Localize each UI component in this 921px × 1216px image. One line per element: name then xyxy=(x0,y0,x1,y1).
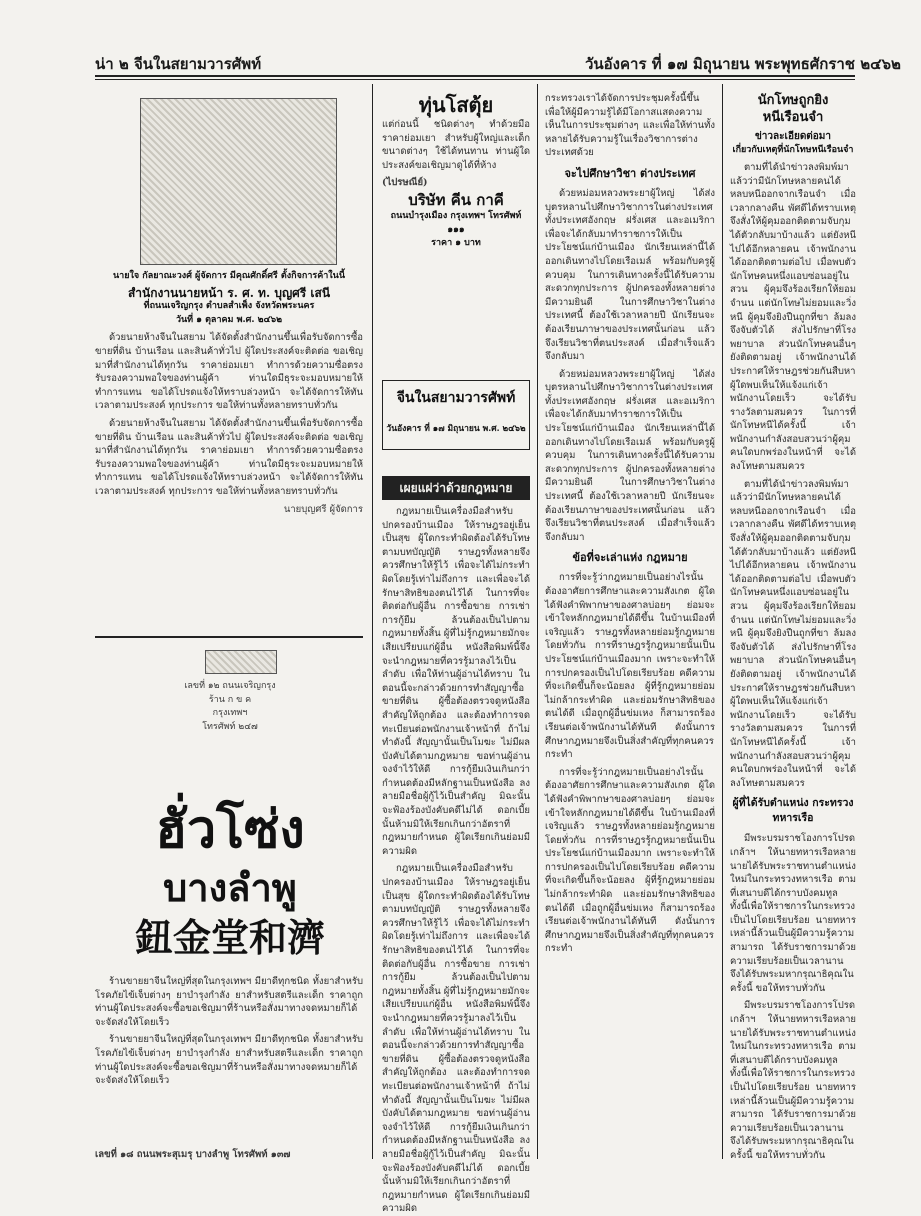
issue-date: วันอังคาร ที่ ๑๗ มิถุนายน พ.ศ. ๒๔๖๒ xyxy=(386,424,526,434)
ad-footer: เลขที่ ๑๘ ถนนพระสุเมรุ บางลำพู โทรศัพท์ ๑๓๗ xyxy=(95,1149,291,1160)
notice-signature: นายบุญศรี ผู้จัดการ xyxy=(283,503,363,515)
org-address: ที่ถนนเจริญกรุง ตำบลสำเพ็ง จังหวัดพระนคร xyxy=(143,301,315,312)
column-divider xyxy=(722,84,723,1159)
masthead-left: น่า ๒ จีนในสยามวารศัพท์ xyxy=(95,55,262,73)
notice-date: วันที่ ๑ ตุลาคม พ.ศ. ๒๔๖๒ xyxy=(175,314,283,325)
address-list: เลขที่ ๑๒ ถนนเจริญกรุง ร้าน ก ข ค กรุงเทพฯ โทรศัพท์ ๒๔๗ xyxy=(184,681,276,732)
column-divider xyxy=(372,84,373,1159)
engraving-illustration xyxy=(140,98,337,265)
paper-title-banner: จีนในสยามวารศัพท์ xyxy=(396,390,516,406)
company-address: ถนนบำรุงเมือง กรุงเทพฯ โทรศัพท์ ๑๑๑ xyxy=(390,210,522,235)
org-name: สำนักงานนายหน้า ร. ศ. ท. บุญศรี เสนี xyxy=(127,285,331,300)
article-subtitle-line2: เกี่ยวกับเหตุที่นักโทษหนีเรือนจำ xyxy=(732,145,854,155)
section-banner: เผยแผ่ว่าด้วยกฎหมาย xyxy=(382,476,530,500)
article-body-continued: ตามที่ได้นำข่าวลงพิมพ์มาแล้วว่ามีนักโทษหลายคนได้หลบหนีออกจากเรือนจำ เมื่อเวลากลางคืน พัศดีได้ทราบเหตุจึงสั่งให้ผู้คุมออกติดตามจับกุม ได้ตัวกลับมาบ้างแล้ว แต่ยังหนีไปได้อีกหลายคน เจ้าพนักงานได้ออกติดตามต่อไป เมื่อพบตัวนักโทษคนหนึ่งแอบซ่อนอยู่ในสวน ผู้คุมจึงร้องเรียกให้ยอมจำนน แต่นักโทษไม่ยอมและวิ่งหนี ผู้คุมจึงยิงปืนถูกที่ขา ล้มลง จึงจับตัวได้ ส่งไปรักษาที่โรงพยาบาล ส่วนนักโทษคนอื่นๆ ยังติดตามอยู่ เจ้าพนักงานได้ประกาศให้ราษฎรช่วยกันสืบหา ผู้ใดพบเห็นให้แจ้งแก่เจ้าพนักงานโดยเร็ว จะได้รับรางวัลตามสมควร ในการที่นักโทษหนีได้ครั้งนี้ เจ้าพนักงานกำลังสอบสวนว่าผู้คุมคนใดบกพร่องในหน้าที่ จะได้ลงโทษตามสมควร xyxy=(730,478,856,789)
masthead-rule xyxy=(95,75,855,77)
ad-chinese-name: 鈕金堂和濟 xyxy=(134,915,325,960)
masthead-rule-thin xyxy=(95,79,855,80)
ad-caption: นายใจ กัลยาณะวงศ์ ผู้จัดการ มีคุณศักดิ์ศรี ตั้งกิจการค้าในนี้ xyxy=(113,271,345,281)
article-intro: กระทรวงเราได้จัดการประชุมครั้งนี้ขึ้น เพื่อให้ผู้มีความรู้ได้มีโอกาสแสดงความเห็นในการประชุมต่างๆ และเพื่อให้ท่านทั้งหลายได้รับความรู้ในเรื่องวิชาการต่างประเทศด้วย xyxy=(545,93,715,159)
article-title: นักโทษถูกยิง xyxy=(757,93,829,108)
article-title-line2: หนีเรือนจำ xyxy=(762,110,824,125)
article-body: การที่จะรู้ว่ากฎหมายเป็นอย่างไรนั้น ต้องอาศัยการศึกษาและความสังเกต ผู้ใดได้ฟังคำพิพากษาของศาลบ่อยๆ ย่อมจะเข้าใจหลักกฎหมายได้ดีขึ้น ในบ้านเมืองที่เจริญแล้ว ราษฎรทั้งหลายย่อมรู้กฎหมายโดยทั่วกัน การที่ราษฎรรู้กฎหมายนั้นเป็นประโยชน์แก่บ้านเมืองมาก เพราะจะทำให้การปกครองเป็นไปโดยเรียบร้อย คดีความที่จะเกิดขึ้นก็จะน้อยลง ผู้ที่รู้กฎหมายย่อมไม่กล้ากระทำผิด และย่อมรักษาสิทธิของตนได้ดี เมื่อถูกผู้อื่นข่มเหง ก็สามารถร้องเรียนต่อเจ้าพนักงานได้ทันที ดังนั้นการศึกษากฎหมายจึงเป็นสิ่งสำคัญที่ทุกคนควรกระทำ xyxy=(545,572,715,761)
ad-title: ทุ่นโสตุ้ย xyxy=(418,93,494,117)
column-divider xyxy=(537,84,538,1159)
article-body-continued: กฎหมายเป็นเครื่องมือสำหรับปกครองบ้านเมือง ให้ราษฎรอยู่เย็นเป็นสุข ผู้ใดกระทำผิดต้องได้รับโทษตามบทบัญญัติ ราษฎรทั้งหลายจึงควรศึกษาให้รู้ไว้ เพื่อจะได้ไม่กระทำผิดโดยรู้เท่าไม่ถึงการ และเพื่อจะได้รักษาสิทธิของตนไว้ได้ ในการที่จะติดต่อกับผู้อื่น การซื้อขาย การเช่า การกู้ยืม ล้วนต้องเป็นไปตามกฎหมายทั้งสิ้น ผู้ที่ไม่รู้กฎหมายมักจะเสียเปรียบแก่ผู้อื่น หนังสือพิมพ์นี้จึงจะนำกฎหมายที่ควรรู้มาลงไว้เป็นลำดับ เพื่อให้ท่านผู้อ่านได้ทราบ ในตอนนี้จะกล่าวด้วยการทำสัญญาซื้อขายที่ดิน ผู้ซื้อต้องตรวจดูหนังสือสำคัญให้ถูกต้อง และต้องทำการจดทะเบียนต่อพนักงานเจ้าหน้าที่ ถ้าไม่ทำดังนี้ สัญญานั้นเป็นโมฆะ ไม่มีผลบังคับได้ตามกฎหมาย ขอท่านผู้อ่านจงจำไว้ให้ดี การกู้ยืมเงินเกินกว่ากำหนดต้องมีหลักฐานเป็นหนังสือ ลงลายมือชื่อผู้กู้ไว้เป็นสำคัญ มิฉะนั้นจะฟ้องร้องบังคับคดีไม่ได้ ดอกเบี้ยนั้นห้ามมิให้เรียกเกินกว่าอัตราที่กฎหมายกำหนด ผู้ใดเรียกเกินย่อมมีความผิด xyxy=(382,863,530,1215)
ad-note: (ไปรษณีย์) xyxy=(382,177,428,189)
ad-ornament xyxy=(205,650,277,674)
section-heading: ข้อที่จะเล่าแห่ง กฎหมาย xyxy=(572,551,688,565)
ad-headline: ฮั่วโซ่ง xyxy=(155,799,305,860)
article-body-continued: การที่จะรู้ว่ากฎหมายเป็นอย่างไรนั้น ต้องอาศัยการศึกษาและความสังเกต ผู้ใดได้ฟังคำพิพากษาของศาลบ่อยๆ ย่อมจะเข้าใจหลักกฎหมายได้ดีขึ้น ในบ้านเมืองที่เจริญแล้ว ราษฎรทั้งหลายย่อมรู้กฎหมายโดยทั่วกัน การที่ราษฎรรู้กฎหมายนั้นเป็นประโยชน์แก่บ้านเมืองมาก เพราะจะทำให้การปกครองเป็นไปโดยเรียบร้อย คดีความที่จะเกิดขึ้นก็จะน้อยลง ผู้ที่รู้กฎหมายย่อมไม่กล้ากระทำผิด และย่อมรักษาสิทธิของตนได้ดี เมื่อถูกผู้อื่นข่มเหง ก็สามารถร้องเรียนต่อเจ้าพนักงานได้ทันที ดังนั้นการศึกษากฎหมายจึงเป็นสิ่งสำคัญที่ทุกคนควรกระทำ xyxy=(545,766,715,955)
article-body-continued: ด้วยหม่อมหลวงพระยาผู้ใหญ่ ได้ส่งบุตรหลานไปศึกษาวิชาการในต่างประเทศ ทั้งประเทศอังกฤษ ฝรั่งเศส และอเมริกา เพื่อจะได้กลับมาทำราชการให้เป็นประโยชน์แก่บ้านเมือง นักเรียนเหล่านี้ได้ออกเดินทางไปโดยเรือเมล์ พร้อมกับครูผู้ควบคุม ในการเดินทางครั้งนี้ได้รับความสะดวกทุกประการ ผู้ปกครองทั้งหลายต่างมีความยินดี ในการศึกษาวิชาในต่างประเทศนี้ ต้องใช้เวลาหลายปี นักเรียนจะต้องเรียนภาษาของประเทศนั้นก่อน แล้วจึงเรียนวิชาที่ตนประสงค์ เมื่อสำเร็จแล้วจึงกลับมา xyxy=(545,368,715,543)
masthead-box xyxy=(382,380,530,450)
article-body: กฎหมายเป็นเครื่องมือสำหรับปกครองบ้านเมือง ให้ราษฎรอยู่เย็นเป็นสุข ผู้ใดกระทำผิดต้องได้รับโทษตามบทบัญญัติ ราษฎรทั้งหลายจึงควรศึกษาให้รู้ไว้ เพื่อจะได้ไม่กระทำผิดโดยรู้เท่าไม่ถึงการ และเพื่อจะได้รักษาสิทธิของตนไว้ได้ ในการที่จะติดต่อกับผู้อื่น การซื้อขาย การเช่า การกู้ยืม ล้วนต้องเป็นไปตามกฎหมายทั้งสิ้น ผู้ที่ไม่รู้กฎหมายมักจะเสียเปรียบแก่ผู้อื่น หนังสือพิมพ์นี้จึงจะนำกฎหมายที่ควรรู้มาลงไว้เป็นลำดับ เพื่อให้ท่านผู้อ่านได้ทราบ ในตอนนี้จะกล่าวด้วยการทำสัญญาซื้อขายที่ดิน ผู้ซื้อต้องตรวจดูหนังสือสำคัญให้ถูกต้อง และต้องทำการจดทะเบียนต่อพนักงานเจ้าหน้าที่ ถ้าไม่ทำดังนี้ สัญญานั้นเป็นโมฆะ ไม่มีผลบังคับได้ตามกฎหมาย ขอท่านผู้อ่านจงจำไว้ให้ดี การกู้ยืมเงินเกินกว่ากำหนดต้องมีหลักฐานเป็นหนังสือ ลงลายมือชื่อผู้กู้ไว้เป็นสำคัญ มิฉะนั้นจะฟ้องร้องบังคับคดีไม่ได้ ดอกเบี้ยนั้นห้ามมิให้เรียกเกินกว่าอัตราที่กฎหมายกำหนด ผู้ใดเรียกเกินย่อมมีความผิด xyxy=(382,506,530,857)
article-body-continued: มีพระบรมราชโองการโปรดเกล้าฯ ให้นายทหารเรือหลายนายได้รับพระราชทานตำแหน่งใหม่ในกระทรวงทหารเรือ ตามที่เสนาบดีได้กราบบังคมทูล ทั้งนี้เพื่อให้ราชการในกระทรวงเป็นไปโดยเรียบร้อย นายทหารเหล่านี้ล้วนเป็นผู้มีความรู้ความสามารถ ได้รับราชการมาด้วยความเรียบร้อยเป็นเวลานาน จึงได้รับพระมหากรุณาธิคุณในครั้งนี้ ขอให้ทราบทั่วกัน xyxy=(730,1000,856,1161)
ad-price: ราคา ๑ บาท xyxy=(431,238,481,249)
company-name: บริษัท คีน กาคี xyxy=(408,190,504,209)
article-body: มีพระบรมราชโองการโปรดเกล้าฯ ให้นายทหารเรือหลายนายได้รับพระราชทานตำแหน่งใหม่ในกระทรวงทหารเรือ ตามที่เสนาบดีได้กราบบังคมทูล ทั้งนี้เพื่อให้ราชการในกระทรวงเป็นไปโดยเรียบร้อย นายทหารเหล่านี้ล้วนเป็นผู้มีความรู้ความสามารถ ได้รับราชการมาด้วยความเรียบร้อยเป็นเวลานาน จึงได้รับพระมหากรุณาธิคุณในครั้งนี้ ขอให้ทราบทั่วกัน xyxy=(730,833,856,994)
ad-body: แต่ก่อนนี้ ชนิดต่างๆ ทำด้วยมือ ราคาย่อมเยา สำหรับผู้ใหญ่และเด็ก ขนาดต่างๆ ใช้ได้ทนทาน ท่านผู้ใดประสงค์ขอเชิญมาดูได้ที่ห้าง xyxy=(382,119,530,171)
section-heading: จะไปศึกษาวิชา ต่างประเทศ xyxy=(564,166,696,180)
section-rule xyxy=(95,636,363,638)
ad-body: ร้านขายยาจีนใหญ่ที่สุดในกรุงเทพฯ มียาดีทุกชนิด ทั้งยาสำหรับโรคภัยไข้เจ็บต่างๆ ยาบำรุงกำลัง ยาสำหรับสตรีและเด็ก ราคาถูก ท่านผู้ใดประสงค์จะซื้อขอเชิญมาที่ร้านหรือสั่งมาทางจดหมายก็ได้ จะจัดส่งให้โดยเร็ว xyxy=(95,976,363,1028)
notice-body: ด้วยนายห้างจีนในสยาม ได้จัดตั้งสำนักงานขึ้นเพื่อรับจัดการซื้อขายที่ดิน บ้านเรือน และสินค้าทั่วไป ผู้ใดประสงค์จะติดต่อ ขอเชิญมาที่สำนักงานได้ทุกวัน ราคาย่อมเยา ทำการด้วยความซื่อตรง รับรองความพอใจของท่านผู้ค้า ท่านใดมีธุระจะมอบหมายให้ทำการแทน ขอได้โปรดแจ้งให้ทราบล่วงหน้า จะได้จัดการให้ทันเวลาตามประสงค์ ทุกประการ ขอให้ท่านทั้งหลายทราบทั่วกัน xyxy=(95,332,363,412)
masthead-right: วันอังคาร ที่ ๑๗ มิถุนายน พระพุทธศักราช ๒๔๖๒ xyxy=(585,55,901,73)
section-heading: ผู้ที่ได้รับตำแหน่ง กระทรวงทหารเรือ xyxy=(732,797,854,825)
article-subtitle: ข่าวละเอียดต่อมา xyxy=(754,131,832,142)
ad-body-continued: ร้านขายยาจีนใหญ่ที่สุดในกรุงเทพฯ มียาดีทุกชนิด ทั้งยาสำหรับโรคภัยไข้เจ็บต่างๆ ยาบำรุงกำลัง ยาสำหรับสตรีและเด็ก ราคาถูก ท่านผู้ใดประสงค์จะซื้อขอเชิญมาที่ร้านหรือสั่งมาทางจดหมายก็ได้ จะจัดส่งให้โดยเร็ว xyxy=(95,1034,363,1087)
article-body: ด้วยหม่อมหลวงพระยาผู้ใหญ่ ได้ส่งบุตรหลานไปศึกษาวิชาการในต่างประเทศ ทั้งประเทศอังกฤษ ฝรั่งเศส และอเมริกา เพื่อจะได้กลับมาทำราชการให้เป็นประโยชน์แก่บ้านเมือง นักเรียนเหล่านี้ได้ออกเดินทางไปโดยเรือเมล์ พร้อมกับครูผู้ควบคุม ในการเดินทางครั้งนี้ได้รับความสะดวกทุกประการ ผู้ปกครองทั้งหลายต่างมีความยินดี ในการศึกษาวิชาในต่างประเทศนี้ ต้องใช้เวลาหลายปี นักเรียนจะต้องเรียนภาษาของประเทศนั้นก่อน แล้วจึงเรียนวิชาที่ตนประสงค์ เมื่อสำเร็จแล้วจึงกลับมา xyxy=(545,187,715,363)
ad-subhead: บางลำพู xyxy=(163,865,297,910)
notice-body-continued: ด้วยนายห้างจีนในสยาม ได้จัดตั้งสำนักงานขึ้นเพื่อรับจัดการซื้อขายที่ดิน บ้านเรือน และสินค้าทั่วไป ผู้ใดประสงค์จะติดต่อ ขอเชิญมาที่สำนักงานได้ทุกวัน ราคาย่อมเยา ทำการด้วยความซื่อตรง รับรองความพอใจของท่านผู้ค้า ท่านใดมีธุระจะมอบหมายให้ทำการแทน ขอได้โปรดแจ้งให้ทราบล่วงหน้า จะได้จัดการให้ทันเวลาตามประสงค์ ทุกประการ ขอให้ท่านทั้งหลายทราบทั่วกัน xyxy=(95,417,363,497)
article-body: ตามที่ได้นำข่าวลงพิมพ์มาแล้วว่ามีนักโทษหลายคนได้หลบหนีออกจากเรือนจำ เมื่อเวลากลางคืน พัศดีได้ทราบเหตุจึงสั่งให้ผู้คุมออกติดตามจับกุม ได้ตัวกลับมาบ้างแล้ว แต่ยังหนีไปได้อีกหลายคน เจ้าพนักงานได้ออกติดตามต่อไป เมื่อพบตัวนักโทษคนหนึ่งแอบซ่อนอยู่ในสวน ผู้คุมจึงร้องเรียกให้ยอมจำนน แต่นักโทษไม่ยอมและวิ่งหนี ผู้คุมจึงยิงปืนถูกที่ขา ล้มลง จึงจับตัวได้ ส่งไปรักษาที่โรงพยาบาล ส่วนนักโทษคนอื่นๆ ยังติดตามอยู่ เจ้าพนักงานได้ประกาศให้ราษฎรช่วยกันสืบหา ผู้ใดพบเห็นให้แจ้งแก่เจ้าพนักงานโดยเร็ว จะได้รับรางวัลตามสมควร ในการที่นักโทษหนีได้ครั้งนี้ เจ้าพนักงานกำลังสอบสวนว่าผู้คุมคนใดบกพร่องในหน้าที่ จะได้ลงโทษตามสมควร xyxy=(730,162,856,473)
